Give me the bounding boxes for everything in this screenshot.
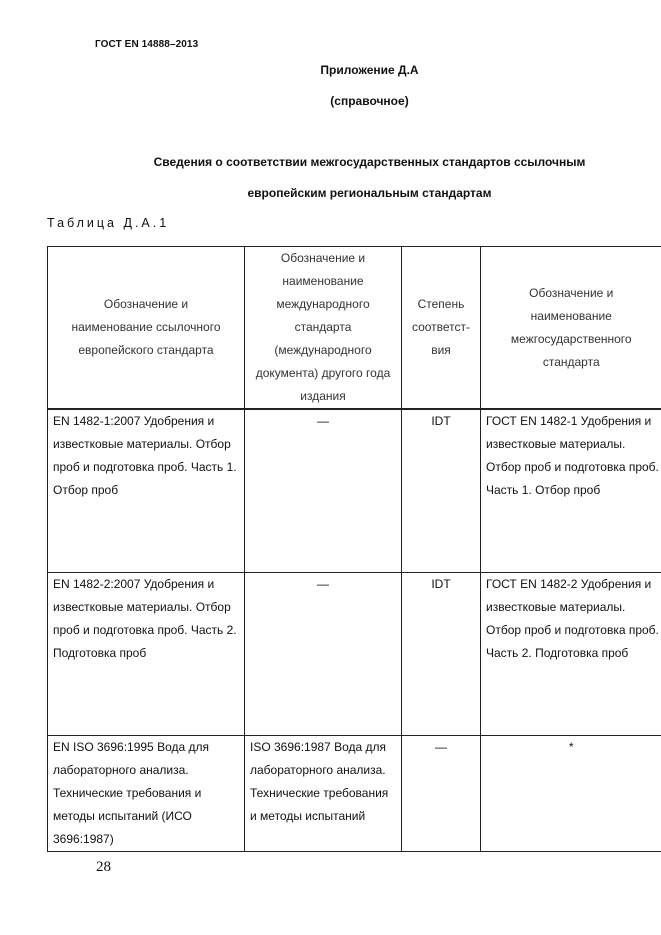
- cell-degree: IDT: [402, 409, 481, 573]
- column-header-international-standard: Обозначение и наименование международного стандарта (международного документа) другого года издания: [245, 247, 402, 410]
- column-header-degree: Степень соответст-вия: [402, 247, 481, 410]
- table-header-row: [48, 247, 661, 410]
- page-number: 28: [96, 859, 111, 875]
- column-header-reference-standard: Обозначение и наименование ссылочного европейского стандарта: [48, 247, 245, 410]
- cell-degree: —: [402, 736, 481, 852]
- cell-interstate-standard: *: [481, 736, 661, 852]
- table-row: [48, 409, 661, 573]
- cell-international-standard: —: [245, 573, 402, 736]
- cell-reference-standard: EN 1482-1:2007 Удобрения и известковые материалы. Отбор проб и подготовка проб. Часть 1. Отбор проб: [48, 409, 245, 573]
- section-heading-line-2: европейским региональным стандартам: [247, 186, 492, 200]
- table-row: [48, 573, 661, 736]
- cell-international-standard: —: [245, 409, 402, 573]
- table-row: [48, 736, 661, 852]
- column-header-interstate-standard: Обозначение и наименование межгосударственного стандарта: [481, 247, 661, 410]
- cell-reference-standard: EN 1482-2:2007 Удобрения и известковые материалы. Отбор проб и подготовка проб. Часть 2. Подготовка проб: [48, 573, 245, 736]
- correspondence-table: [47, 246, 661, 852]
- document-code: ГОСТ EN 14888–2013: [95, 39, 199, 50]
- cell-degree: IDT: [402, 573, 481, 736]
- cell-international-standard: ISO 3696:1987 Вода для лабораторного анализа. Технические требования и методы испытаний: [245, 736, 402, 852]
- section-heading-line-1: Сведения о соответствии межгосударственных стандартов ссылочным: [153, 155, 586, 169]
- cell-interstate-standard: ГОСТ EN 1482-2 Удобрения и известковые материалы. Отбор проб и подготовка проб. Часть 2. Подготовка проб: [481, 573, 661, 736]
- appendix-note: (справочное): [330, 94, 409, 108]
- table-caption: Таблица Д.А.1: [47, 216, 170, 230]
- appendix-title: Приложение Д.А: [320, 63, 419, 77]
- cell-interstate-standard: ГОСТ EN 1482-1 Удобрения и известковые материалы. Отбор проб и подготовка проб. Часть 1. Отбор проб: [481, 409, 661, 573]
- cell-reference-standard: EN ISO 3696:1995 Вода для лабораторного анализа. Технические требования и методы испытаний (ИСО 3696:1987): [48, 736, 245, 852]
